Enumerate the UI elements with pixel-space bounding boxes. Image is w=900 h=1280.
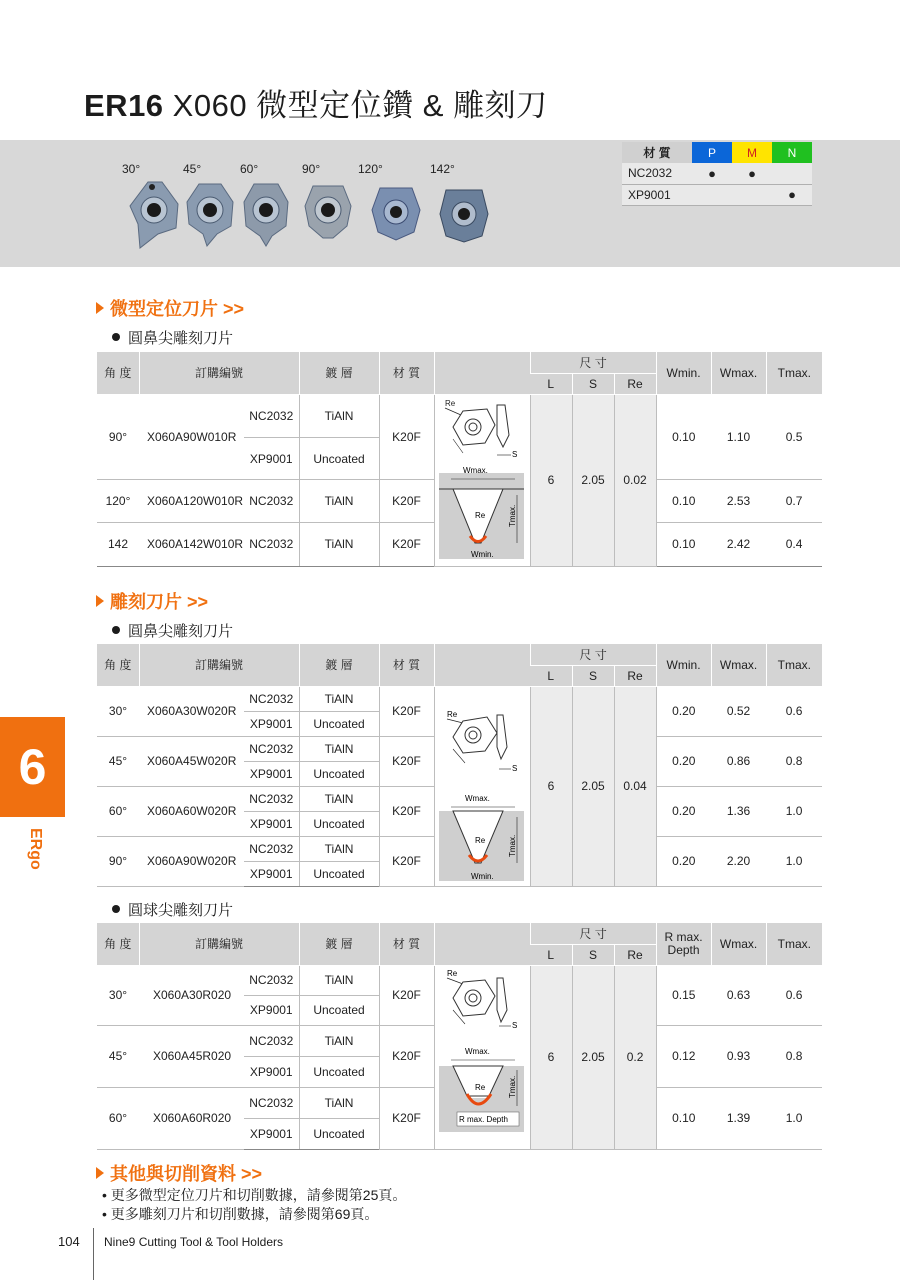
col-diagram: [434, 923, 530, 965]
page-number: 104: [58, 1234, 80, 1249]
col-Re: Re: [614, 665, 656, 686]
cell-wmin: 0.20: [656, 736, 711, 786]
cell-grade: XP9001: [244, 811, 299, 836]
cell-tmax: 0.8: [766, 736, 822, 786]
col-S: S: [572, 373, 614, 394]
cell-rmax-depth: 0.12: [656, 1025, 711, 1087]
cell-wmin: 0.10: [656, 394, 711, 480]
cell-coating: TiAlN: [299, 522, 379, 566]
material-dot: [732, 184, 772, 205]
cell-tmax: 1.0: [766, 1087, 822, 1149]
chapter-tab: 6: [0, 717, 65, 817]
col-angle: 角 度: [97, 352, 139, 394]
notes: [102, 1186, 406, 1224]
cell-order-code: X060A45W020R: [139, 736, 244, 786]
label-tmax: Tmax.: [507, 1075, 517, 1098]
label-re: Re: [446, 968, 457, 978]
col-wmin: Wmin.: [656, 352, 711, 394]
section-heading: 其他與切削資料 >>: [96, 1160, 262, 1186]
note-item: • 更多微型定位刀片和切削數據，請參閱第25頁。: [102, 1187, 407, 1203]
grade-n: N: [772, 142, 812, 163]
cell-wmin: 0.10: [656, 480, 711, 522]
cell-grade: XP9001: [244, 1056, 299, 1087]
cell-wmin: 0.20: [656, 836, 711, 886]
col-wmax: Wmax.: [711, 923, 766, 965]
cell-wmax: 2.53: [711, 480, 766, 522]
cell-wmin: 0.20: [656, 786, 711, 836]
cell-Re: 0.02: [614, 394, 656, 566]
col-wmin: Wmin.: [656, 644, 711, 686]
cell-grade: NC2032: [244, 394, 299, 438]
insert-photo-60: [242, 180, 290, 250]
material-dot: [692, 184, 732, 205]
cell-wmax: 0.52: [711, 686, 766, 736]
col-angle: 角 度: [97, 644, 139, 686]
label-tmax: Tmax.: [507, 504, 517, 527]
cell-S: 2.05: [572, 686, 614, 886]
cell-angle: 90°: [97, 836, 139, 886]
spec-table-3: [97, 923, 822, 1150]
cell-wmax: 0.86: [711, 736, 766, 786]
page-title: ER16 X060 微型定位鑽 & 雕刻刀: [84, 88, 548, 123]
label-wmin: Wmin.: [470, 549, 494, 559]
cell-coating: TiAlN: [299, 1025, 379, 1056]
cell-angle: 60°: [97, 1087, 139, 1149]
cell-order-code: X060A30W020R: [139, 686, 244, 736]
col-coating: 鍍 層: [299, 923, 379, 965]
label-re: Re: [446, 709, 457, 719]
material-header: 材 質: [622, 142, 692, 163]
label-wmax: Wmax.: [462, 465, 488, 475]
cell-wmax: 1.10: [711, 394, 766, 480]
note-item: • 更多雕刻刀片和切削數據，請參閱第69頁。: [102, 1206, 379, 1222]
angle-label: 120°: [358, 162, 383, 176]
cell-angle: 60°: [97, 786, 139, 836]
cell-wmin: 0.10: [656, 522, 711, 566]
angle-label: 30°: [122, 162, 141, 176]
cell-grade: NC2032: [244, 686, 299, 711]
cell-coating: TiAlN: [299, 480, 379, 522]
cell-Re: 0.04: [614, 686, 656, 886]
cell-wmax: 1.36: [711, 786, 766, 836]
cell-coating: TiAlN: [299, 686, 379, 711]
angle-label: 60°: [240, 162, 259, 176]
col-L: L: [530, 373, 572, 394]
cell-tmax: 0.6: [766, 686, 822, 736]
cell-grade: XP9001: [244, 438, 299, 480]
col-S: S: [572, 944, 614, 965]
cell-coating: TiAlN: [299, 836, 379, 861]
col-Re: Re: [614, 944, 656, 965]
material-dot: ●: [692, 163, 732, 184]
col-S: S: [572, 665, 614, 686]
cell-material: K20F: [379, 836, 434, 886]
footer-divider: [93, 1228, 94, 1280]
engraving-diagram: [435, 687, 530, 883]
cell-angle: 120°: [97, 480, 139, 522]
cell-coating: Uncoated: [299, 761, 379, 786]
chapter-label: ERgo: [27, 828, 44, 870]
cell-tmax: 1.0: [766, 836, 822, 886]
cell-grade: XP9001: [244, 711, 299, 736]
label-wmax: Wmax.: [464, 1046, 490, 1056]
cell-material: K20F: [379, 1087, 434, 1149]
label-re: Re: [474, 510, 485, 520]
insert-photo-30: [128, 180, 180, 250]
cell-coating: Uncoated: [299, 1056, 379, 1087]
col-rmax-depth: R max. Depth: [656, 923, 711, 965]
cell-coating: Uncoated: [299, 811, 379, 836]
cell-angle: 45°: [97, 736, 139, 786]
angle-label: 45°: [183, 162, 202, 176]
cell-grade: XP9001: [244, 1118, 299, 1149]
diagram-cell: [434, 686, 530, 886]
col-wmax: Wmax.: [711, 644, 766, 686]
cell-S: 2.05: [572, 965, 614, 1149]
col-diagram: [434, 352, 530, 394]
label-re: Re: [474, 835, 485, 845]
col-code: 訂購編號: [139, 352, 299, 394]
cell-wmax: 1.39: [711, 1087, 766, 1149]
cell-material: K20F: [379, 965, 434, 1025]
col-L: L: [530, 944, 572, 965]
label-re: Re: [474, 1082, 485, 1092]
cell-rmax-depth: 0.15: [656, 965, 711, 1025]
cell-order-code: X060A60R020: [139, 1087, 244, 1149]
cell-Re: 0.2: [614, 965, 656, 1149]
material-row-name: NC2032: [622, 163, 692, 184]
cell-wmax: 2.20: [711, 836, 766, 886]
cell-grade: NC2032: [244, 480, 299, 522]
cell-grade: XP9001: [244, 861, 299, 886]
label-s: S: [511, 449, 517, 459]
cell-coating: TiAlN: [299, 965, 379, 995]
label-re: Re: [444, 398, 455, 408]
col-tmax: Tmax.: [766, 352, 822, 394]
cell-angle: 30°: [97, 686, 139, 736]
col-material: 材 質: [379, 644, 434, 686]
col-wmax: Wmax.: [711, 352, 766, 394]
diagram-cell: [434, 965, 530, 1149]
grade-m: M: [732, 142, 772, 163]
col-coating: 鍍 層: [299, 352, 379, 394]
cell-tmax: 1.0: [766, 786, 822, 836]
col-L: L: [530, 665, 572, 686]
cell-grade: XP9001: [244, 761, 299, 786]
cell-angle: 142: [97, 522, 139, 566]
cell-S: 2.05: [572, 394, 614, 566]
cell-material: K20F: [379, 736, 434, 786]
footer-text: Nine9 Cutting Tool & Tool Holders: [104, 1235, 283, 1249]
insert-photo-45: [185, 180, 235, 250]
col-code: 訂購編號: [139, 923, 299, 965]
cell-order-code: X060A142W010R: [139, 522, 244, 566]
col-size: 尺 寸: [530, 923, 656, 944]
cell-grade: NC2032: [244, 522, 299, 566]
label-tmax: Tmax.: [507, 834, 517, 857]
cell-order-code: X060A60W020R: [139, 786, 244, 836]
col-size: 尺 寸: [530, 644, 656, 665]
cell-material: K20F: [379, 1025, 434, 1087]
round-nose-diagram: [435, 395, 530, 563]
cell-grade: NC2032: [244, 1087, 299, 1118]
cell-L: 6: [530, 394, 572, 566]
cell-order-code: X060A90W020R: [139, 836, 244, 886]
grade-p: P: [692, 142, 732, 163]
cell-wmax: 0.63: [711, 965, 766, 1025]
cell-material: K20F: [379, 686, 434, 736]
label-wmax: Wmax.: [464, 793, 490, 803]
label-rmax-depth: R max. Depth: [458, 1114, 508, 1124]
cell-order-code: X060A30R020: [139, 965, 244, 1025]
cell-order-code: X060A90W010R: [139, 394, 244, 480]
col-Re: Re: [614, 373, 656, 394]
cell-order-code: X060A45R020: [139, 1025, 244, 1087]
cell-L: 6: [530, 686, 572, 886]
insert-photo-90: [303, 180, 353, 250]
cell-coating: TiAlN: [299, 786, 379, 811]
cell-grade: NC2032: [244, 836, 299, 861]
col-angle: 角 度: [97, 923, 139, 965]
cell-angle: 30°: [97, 965, 139, 1025]
cell-L: 6: [530, 965, 572, 1149]
col-diagram: [434, 644, 530, 686]
label-s: S: [511, 1020, 517, 1030]
cell-tmax: 0.5: [766, 394, 822, 480]
cell-tmax: 0.7: [766, 480, 822, 522]
label-s: S: [511, 763, 517, 773]
angle-label: 90°: [302, 162, 321, 176]
material-grade-table: [622, 142, 812, 206]
cell-rmax-depth: 0.10: [656, 1087, 711, 1149]
section-heading: 微型定位刀片 >>: [96, 295, 244, 321]
insert-photo-120: [370, 180, 422, 250]
cell-material: K20F: [379, 522, 434, 566]
cell-grade: NC2032: [244, 786, 299, 811]
cell-grade: NC2032: [244, 736, 299, 761]
col-material: 材 質: [379, 923, 434, 965]
spec-table-2: [97, 644, 822, 887]
cell-coating: Uncoated: [299, 438, 379, 480]
material-dot: ●: [732, 163, 772, 184]
cell-tmax: 0.4: [766, 522, 822, 566]
col-tmax: Tmax.: [766, 923, 822, 965]
cell-wmax: 0.93: [711, 1025, 766, 1087]
cell-material: K20F: [379, 786, 434, 836]
col-code: 訂購編號: [139, 644, 299, 686]
cell-tmax: 0.8: [766, 1025, 822, 1087]
spec-table-1: [97, 352, 822, 567]
col-size: 尺 寸: [530, 352, 656, 373]
section-heading: 雕刻刀片 >>: [96, 588, 208, 614]
material-dot: ●: [772, 184, 812, 205]
cell-coating: TiAlN: [299, 394, 379, 438]
cell-coating: TiAlN: [299, 1087, 379, 1118]
cell-angle: 90°: [97, 394, 139, 480]
cell-tmax: 0.6: [766, 965, 822, 1025]
cell-angle: 45°: [97, 1025, 139, 1087]
cell-wmax: 2.42: [711, 522, 766, 566]
cell-coating: TiAlN: [299, 736, 379, 761]
cell-grade: NC2032: [244, 965, 299, 995]
cell-material: K20F: [379, 480, 434, 522]
cell-material: K20F: [379, 394, 434, 480]
col-material: 材 質: [379, 352, 434, 394]
section-subtitle: 圓球尖雕刻刀片: [112, 899, 233, 920]
col-coating: 鍍 層: [299, 644, 379, 686]
angle-label: 142°: [430, 162, 455, 176]
section-subtitle: 圓鼻尖雕刻刀片: [112, 620, 233, 641]
cell-wmin: 0.20: [656, 686, 711, 736]
label-wmin: Wmin.: [470, 871, 494, 881]
section-subtitle: 圓鼻尖雕刻刀片: [112, 327, 233, 348]
cell-coating: Uncoated: [299, 861, 379, 886]
material-row-name: XP9001: [622, 184, 692, 205]
ball-nose-diagram: [435, 966, 530, 1146]
diagram-cell: [434, 394, 530, 566]
cell-grade: NC2032: [244, 1025, 299, 1056]
cell-coating: Uncoated: [299, 711, 379, 736]
cell-coating: Uncoated: [299, 995, 379, 1025]
insert-photo-142: [438, 180, 490, 250]
material-dot: [772, 163, 812, 184]
cell-order-code: X060A120W010R: [139, 480, 244, 522]
col-tmax: Tmax.: [766, 644, 822, 686]
cell-coating: Uncoated: [299, 1118, 379, 1149]
cell-grade: XP9001: [244, 995, 299, 1025]
